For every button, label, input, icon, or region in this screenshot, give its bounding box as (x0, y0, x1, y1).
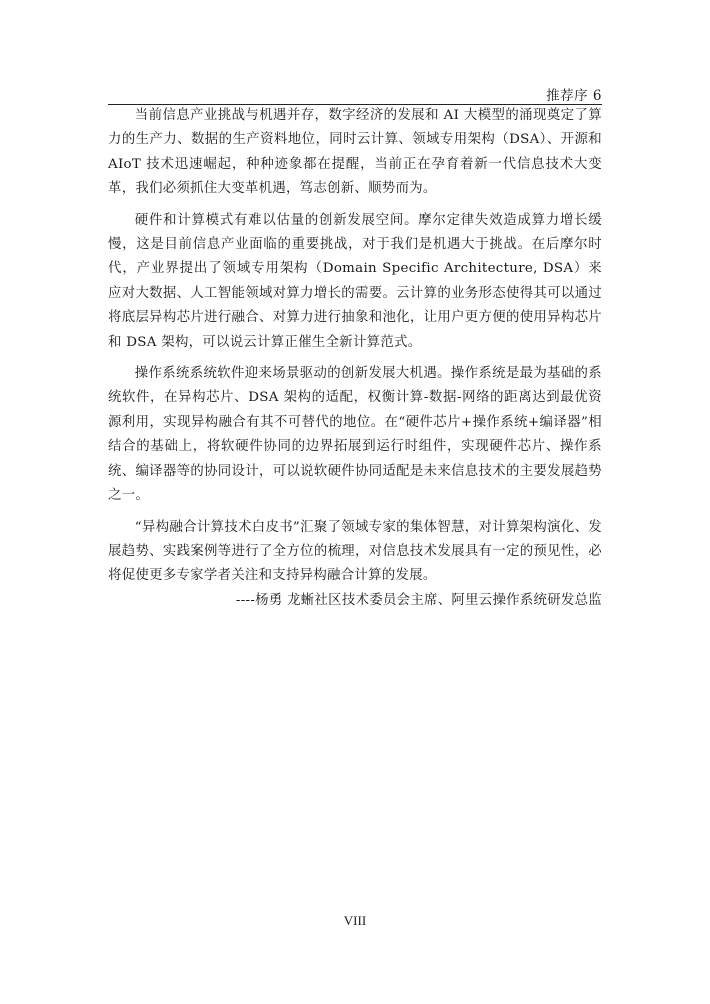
running-header-title: 推荐序 6 (546, 88, 602, 104)
author-signature: ----杨勇 龙蜥社区技术委员会主席、阿里云操作系统研发总监 (235, 592, 602, 608)
body-text (108, 104, 602, 613)
page-number: VIII (343, 913, 367, 928)
paragraph-whitepaper: “异构融合计算技术白皮书”汇聚了领域专家的集体智慧，对计算架构演化、发展趋势、实践案例等进行了全方位的梳理，对信息技术发展具有一定的预见性，必将促使更多专家学者关注和支持异构融合计算的发展。 (108, 519, 602, 584)
running-header (108, 82, 602, 105)
paragraph-opportunity: 当前信息产业挑战与机遇并存，数字经济的发展和 AI 大模型的涌现奠定了算力的生产力、数据的生产资料地位，同时云计算、领域专用架构（DSA）、开源和 AIoT 技术迅速崛起，种种迹象都在提醒，当前正在孕育着新一代信息技术大变革，我们必须抓住大变革机遇，笃志创新、顺势而为。 (108, 108, 602, 197)
paragraph-hardware: 硬件和计算模式有难以估量的创新发展空间。摩尔定律失效造成算力增长缓慢，这是目前信息产业面临的重要挑战，对于我们是机遇大于挑战。在后摩尔时代，产业界提出了领域专用架构（Domain Specific Architecture, DSA）来应对大数据、人工智能领域对算力增长的需要。云计算的业务形态使得其可以通过将底层异构芯片进行融合、对算力进行抽象和池化，让用户更方便的使用异构芯片和 DSA 架构，可以说云计算正催生全新计算范式。 (108, 212, 602, 350)
paragraph-operating-system: 操作系统系统软件迎来场景驱动的创新发展大机遇。操作系统是最为基础的系统软件，在异构芯片、DSA 架构的适配，权衡计算-数据-网络的距离达到最优资源利用，实现异构融合有其不可替代的地位。在“硬件芯片+操作系统+编译器”相结合的基础上，将软硬件协同的边界拓展到运行时组件，实现硬件芯片、操作系统、编译器等的协同设计，可以说软硬件协同适配是未来信息技术的主要发展趋势之一。 (108, 366, 602, 504)
